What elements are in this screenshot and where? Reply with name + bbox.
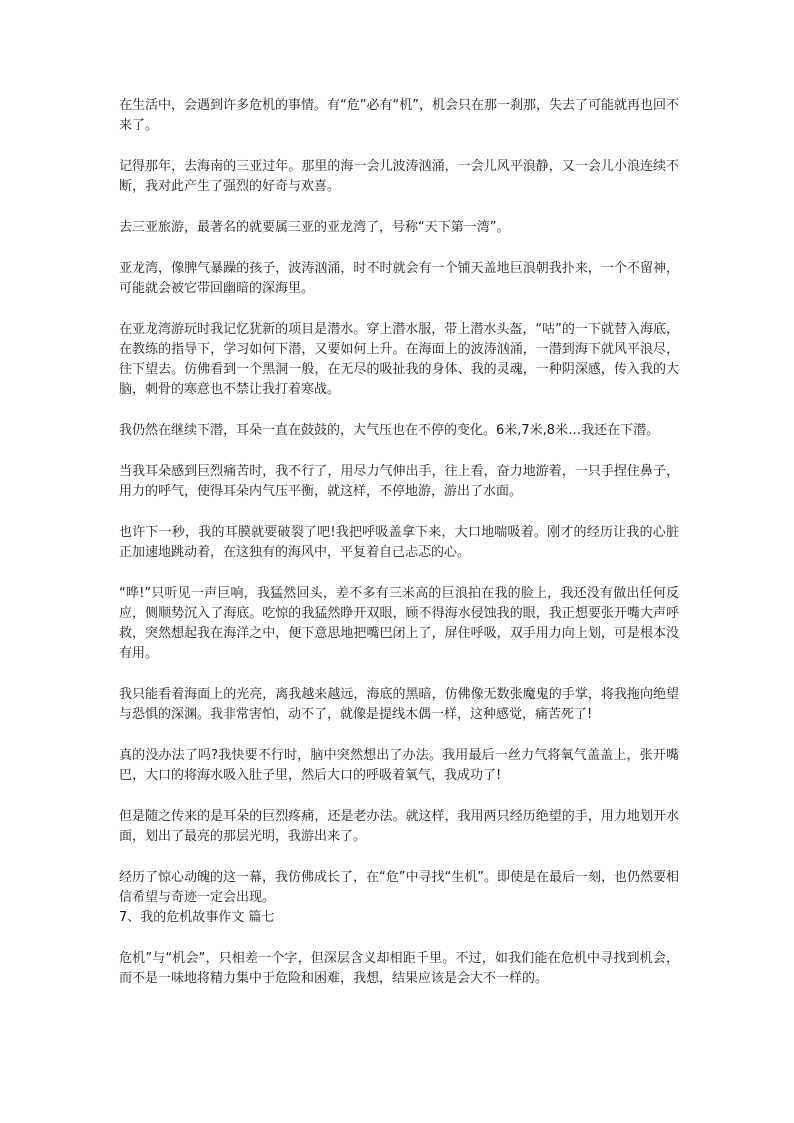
paragraph-13: 经历了惊心动魄的这一幕，我仿佛成长了，在“危”中寻找“生机”。即使是在最后一刻，也仍然要相信希望与奇迹一定会出现。: [119, 870, 679, 905]
paragraph-9: “哗!”只听见一声巨响，我猛然回头，差不多有三米高的巨浪拍在我的脸上，我还没有做出任何反应，侧顺势沉入了海底。吃惊的我猛然睁开双眼，顾不得海水侵蚀我的眼，我正想要张开嘴大声呼救，突然想起我在海洋之中，便下意思地把嘴巴闭上了，屏住呼吸，双手用力向上划，可是根本没有用。: [119, 586, 679, 661]
paragraph-2: 记得那年，去海南的三亚过年。那里的海一会儿波涛汹涌，一会儿风平浪静，又一会儿小浪连续不断，我对此产生了强烈的好奇与欢喜。: [119, 159, 679, 194]
paragraph-6: 我仍然在继续下潜，耳朵一直在鼓鼓的，大气压也在不停的变化。6米,7米,8米…我还在下潜。: [119, 423, 660, 438]
paragraph-10: 我只能看着海面上的光亮，离我越来越远，海底的黑暗，仿佛像无数张魔鬼的手掌，将我拖向绝望与恐惧的深渊。我非常害怕，动不了，就像是提线木偶一样，这种感觉，痛苦死了!: [119, 687, 679, 722]
paragraph-7: 当我耳朵感到巨烈痛苦时，我不行了，用尽力气伸出手，往上看，奋力地游着，一只手捏住鼻子，用力的呼气，使得耳朵内气压平衡，就这样，不停地游，游出了水面。: [119, 464, 679, 499]
paragraph-4: 亚龙湾，像脾气暴躁的孩子，波涛汹涌，时不时就会有一个铺天盖地巨浪朝我扑来，一个不留神，可能就会被它带回幽暗的深海里。: [119, 261, 679, 296]
document-body: [119, 96, 679, 989]
paragraph-5: 在亚龙湾游玩时我记忆犹新的项目是潜水。穿上潜水服，带上潜水头盔，“咕”的一下就替入海底，在教练的指导下，学习如何下潜，又要如何上升。在海面上的波涛汹涌，一潜到海下就风平浪尽，往下望去。仿佛看到一个黑洞一般，在无尽的吸扯我的身体、我的灵魂，一种阴深感，传入我的大脑，刺骨的寒意也不禁让我打着寒战。: [119, 322, 679, 397]
paragraph-14: 危机”与“机会”，只相差一个字，但深层含义却相距千里。不过，如我们能在危机中寻找到机会，而不是一味地将精力集中于危险和困难，我想，结果应该是会大不一样的。: [119, 951, 679, 986]
section-heading: 7、我的危机故事作文 篇七: [119, 910, 275, 925]
paragraph-12: 但是随之传来的是耳朵的巨烈疼痛，还是老办法。就这样，我用两只经历绝望的手，用力地划开水面，划出了最亮的那层光明，我游出来了。: [119, 809, 679, 844]
paragraph-8: 也许下一秒，我的耳膜就要破裂了吧!我把呼吸盖拿下来，大口地喘吸着。刚才的经历让我的心脏正加速地跳动着，在这独有的海风中，平复着自己忐忑的心。: [119, 525, 679, 560]
paragraph-3: 去三亚旅游，最著名的就要属三亚的亚龙湾了，号称“天下第一湾”。: [119, 220, 510, 235]
paragraph-11: 真的没办法了吗?我快要不行时，脑中突然想出了办法。我用最后一丝力气将氧气盖盖上，张开嘴巴，大口的将海水吸入肚子里，然后大口的呼吸着氧气，我成功了!: [119, 748, 679, 783]
paragraph-1: 在生活中，会遇到许多危机的事情。有“危”必有“机”，机会只在那一刹那，失去了可能就再也回不来了。: [119, 98, 679, 133]
